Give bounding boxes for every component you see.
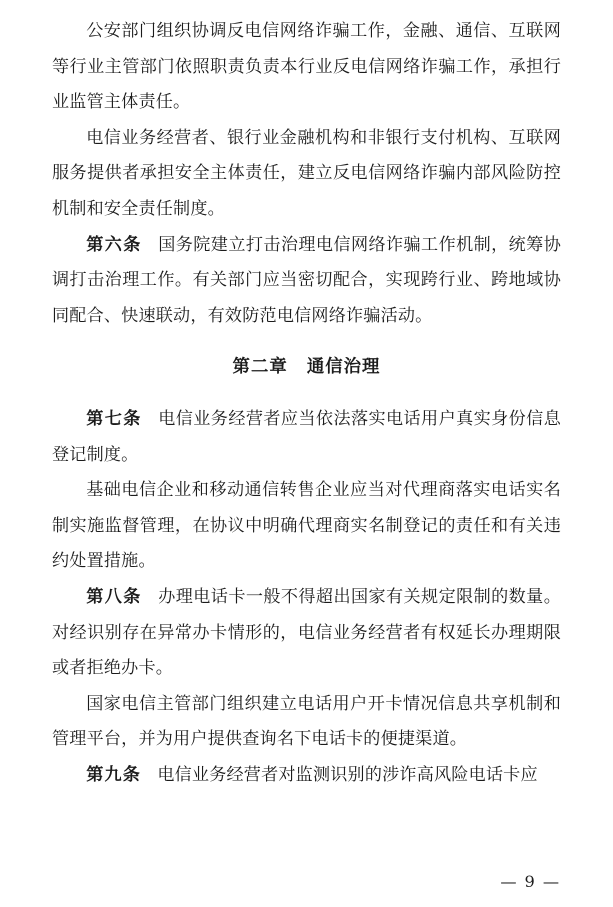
paragraph-agency-duties: 公安部门组织协调反电信网络诈骗工作，金融、通信、互联网等行业主管部门依照职责负责本行业反电信网络诈骗工作，承担行业监管主体责任。 (52, 21, 561, 113)
article-6 (52, 228, 561, 335)
article-8-label: 第八条 (86, 586, 142, 607)
article-6-text: 国务院建立打击治理电信网络诈骗工作机制，统筹协调打击治理工作。有关部门应当密切配合，实现跨行业、跨地域协同配合、快速联动，有效防范电信网络诈骗活动。 (52, 234, 561, 326)
page-footer (0, 872, 561, 891)
page-number: 9 (524, 872, 537, 891)
chapter-heading-2 (52, 334, 561, 402)
article-6-label: 第六条 (86, 234, 142, 255)
footer-dash-left: — (500, 872, 519, 891)
article-9-label: 第九条 (86, 764, 142, 785)
article-7 (52, 402, 561, 473)
article-7-label: 第七条 (86, 408, 142, 429)
document-body (52, 14, 561, 793)
footer-dash-right: — (542, 872, 561, 891)
paragraph-info-sharing-platform: 国家电信主管部门组织建立电话用户开卡情况信息共享机制和管理平台，并为用户提供查询名下电话卡的便捷渠道。 (52, 693, 561, 750)
article-7-text: 电信业务经营者应当依法落实电话用户真实身份信息登记制度。 (52, 408, 561, 465)
chapter-title: 通信治理 (306, 357, 381, 378)
paragraph-agent-supervision: 基础电信企业和移动通信转售企业应当对代理商落实电话实名制实施监督管理，在协议中明确代理商实名制登记的责任和有关违约处置措施。 (52, 480, 561, 572)
article-8-text: 办理电话卡一般不得超出国家有关规定限制的数量。对经识别存在异常办卡情形的，电信业务经营者有权延长办理期限或者拒绝办卡。 (52, 586, 561, 679)
article-9-text: 电信业务经营者对监测识别的涉诈高风险电话卡应 (157, 764, 538, 785)
paragraph-operator-duties: 电信业务经营者、银行业金融机构和非银行支付机构、互联网服务提供者承担安全主体责任，建立反电信网络诈骗内部风险防控机制和安全责任制度。 (52, 127, 561, 219)
article-8 (52, 580, 561, 687)
article-9 (52, 758, 561, 794)
chapter-number: 第二章 (232, 357, 288, 378)
